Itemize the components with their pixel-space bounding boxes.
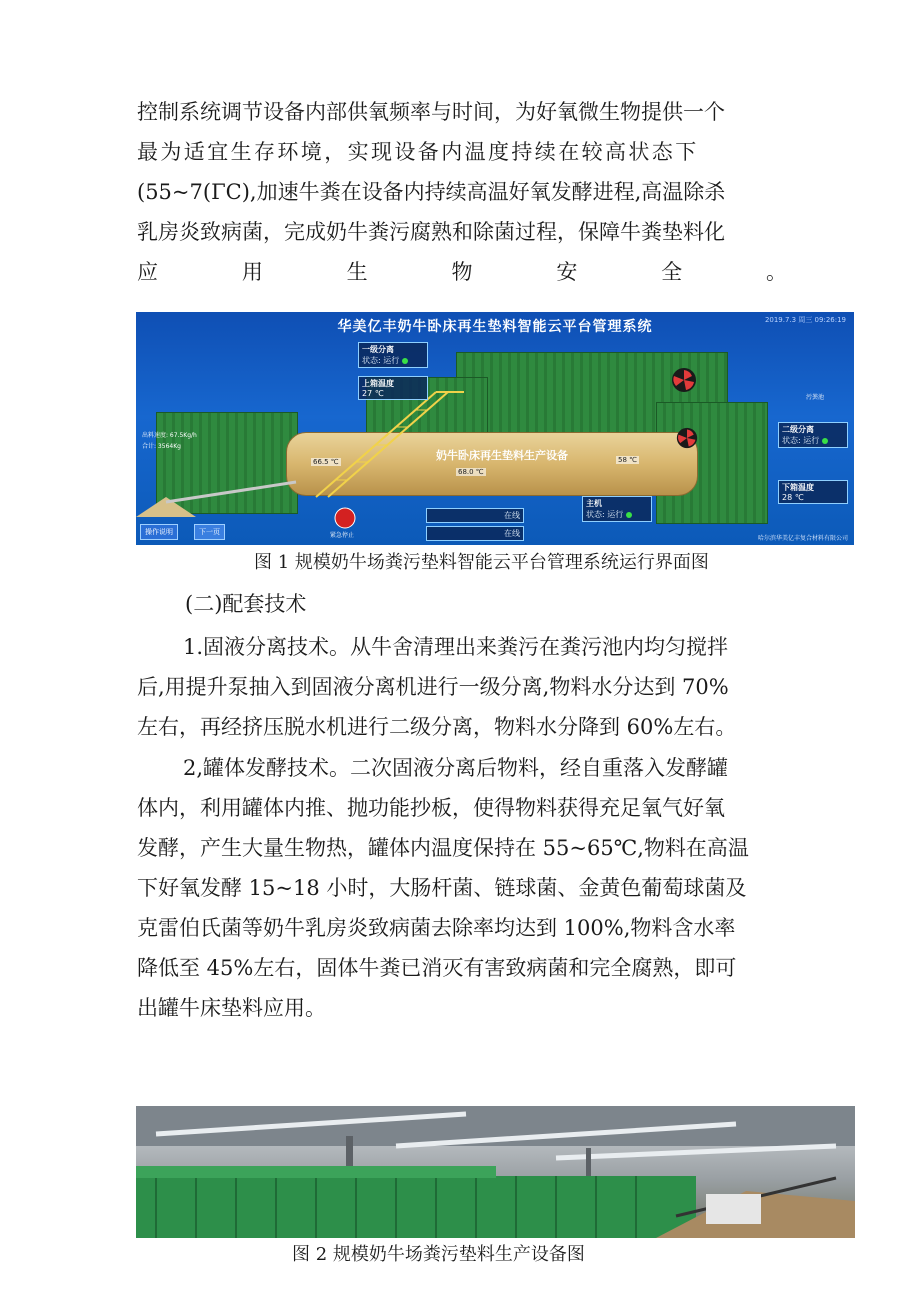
- status-row-1-value: 在线: [504, 511, 520, 520]
- fan-icon: [671, 367, 697, 393]
- text-line: 2,罐体发酵技术。二次固液分离后物料，经自重落入发酵罐: [183, 756, 729, 780]
- text-char: 物: [451, 260, 473, 284]
- text-char: 全: [661, 260, 683, 284]
- emergency-stop-label: 紧急停止: [330, 532, 355, 539]
- emergency-stop-icon[interactable]: [334, 507, 356, 529]
- lower-temp-label: 下箱温度: [782, 483, 814, 492]
- upper-temp-value: 27 ℃: [362, 389, 384, 398]
- output-total: 合计: 3564Kg: [142, 443, 181, 450]
- section-heading: [137, 584, 787, 624]
- text-line: 发酵，产生大量生物热，罐体内温度保持在 55~65℃,物料在高温: [137, 836, 749, 860]
- paragraph-1: [137, 92, 787, 292]
- figure-1-control-panel: [136, 312, 854, 545]
- paragraph-2: [137, 627, 787, 747]
- temp-tag-a: 66.5 ℃: [313, 458, 339, 466]
- output-pile: [136, 462, 306, 522]
- sewage-label: 污粪池: [806, 394, 825, 401]
- text-line-spread: [137, 252, 787, 292]
- staircase: [306, 382, 466, 502]
- upper-temp-panel: [358, 376, 428, 400]
- separator-2-label: 二级分离: [782, 425, 814, 434]
- output-info: [142, 430, 197, 452]
- status-row-1: [426, 508, 524, 523]
- figure-2-caption: 图 2 规模奶牛场粪污垫料生产设备图: [292, 1244, 585, 1265]
- equipment-photo: [136, 1106, 855, 1238]
- main-unit-label: 主机: [586, 499, 602, 508]
- status-indicator-icon: [626, 512, 632, 518]
- text-char: 生: [346, 260, 368, 284]
- text-line: 后,用提升泵抽入到固液分离机进行一级分离,物料水分达到 70%: [137, 675, 729, 699]
- status-indicator-icon: [402, 358, 408, 364]
- status-indicator-icon: [822, 438, 828, 444]
- help-button[interactable]: 操作说明: [140, 524, 178, 540]
- text-char: 。: [765, 260, 787, 284]
- text-line: 最为适宜生存环境，实现设备内温度持续在较高状态下: [137, 140, 699, 164]
- text-char: 安: [556, 260, 578, 284]
- separator-1-panel: [358, 342, 428, 368]
- text-line: 克雷伯氏菌等奶牛乳房炎致病菌去除率均达到 100%,物料含水率: [137, 916, 736, 940]
- text-line: 左右，再经挤压脱水机进行二级分离，物料水分降到 60%左右。: [137, 715, 737, 739]
- figure-1-caption: 图 1 规模奶牛场粪污垫料智能云平台管理系统运行界面图: [254, 552, 709, 573]
- temp-tag-c: 58 ℃: [618, 456, 637, 464]
- main-unit-status: 状态: 运行: [586, 510, 624, 519]
- system-title: 华美亿丰奶牛卧床再生垫料智能云平台管理系统: [337, 319, 653, 335]
- datetime: 2019.7.3 周三 09:26:19: [764, 316, 846, 324]
- main-unit-panel: [582, 496, 652, 522]
- fan-icon: [676, 427, 698, 449]
- text-line: 1.固液分离技术。从牛舍清理出来粪污在粪污池内均匀搅拌: [183, 635, 729, 659]
- temp-tag-b: 68.0 ℃: [458, 468, 484, 476]
- lower-temp-value: 28 ℃: [782, 493, 804, 502]
- separator-2-panel: [778, 422, 848, 448]
- text-line: 下好氧发酵 15~18 小时，大肠杆菌、链球菌、金黄色葡萄球菌及: [137, 876, 747, 900]
- text-line: (55~7(ΓC),加速牛粪在设备内持续高温好氧发酵进程,高温除杀: [137, 180, 726, 204]
- status-row-2-value: 在线: [504, 529, 520, 538]
- text-line: 乳房炎致病菌，完成奶牛粪污腐熟和除菌过程，保障牛粪垫料化: [137, 220, 725, 244]
- separator-2-status: 状态: 运行: [782, 436, 820, 445]
- text-char: 用: [241, 260, 263, 284]
- output-rate: 出料速度: 67.5Kg/h: [142, 432, 197, 439]
- status-row-2: [426, 526, 524, 541]
- text-line: 控制系统调节设备内部供氧频率与时间，为好氧微生物提供一个: [137, 100, 725, 124]
- figure-2-photo: [136, 1106, 855, 1238]
- paragraph-3: [137, 748, 787, 1028]
- lower-temp-panel: [778, 480, 848, 504]
- section-heading-text: (二)配套技术: [185, 592, 307, 616]
- next-page-button[interactable]: 下一页: [194, 524, 225, 540]
- drum-label: 奶牛卧床再生垫料生产设备: [436, 449, 568, 462]
- text-line: 降低至 45%左右，固体牛粪已消灭有害致病菌和完全腐熟，即可: [137, 956, 737, 980]
- text-char: 应: [137, 260, 158, 284]
- text-line: 体内，利用罐体内推、抛功能抄板，使得物料获得充足氧气好氧: [137, 796, 725, 820]
- upper-temp-label: 上箱温度: [362, 379, 394, 388]
- text-line: 出罐牛床垫料应用。: [137, 996, 326, 1020]
- separator-1-status: 状态: 运行: [362, 356, 400, 365]
- separator-1-label: 一级分离: [362, 345, 394, 354]
- company-name: 哈尔滨华美亿丰复合材料有限公司: [757, 535, 848, 542]
